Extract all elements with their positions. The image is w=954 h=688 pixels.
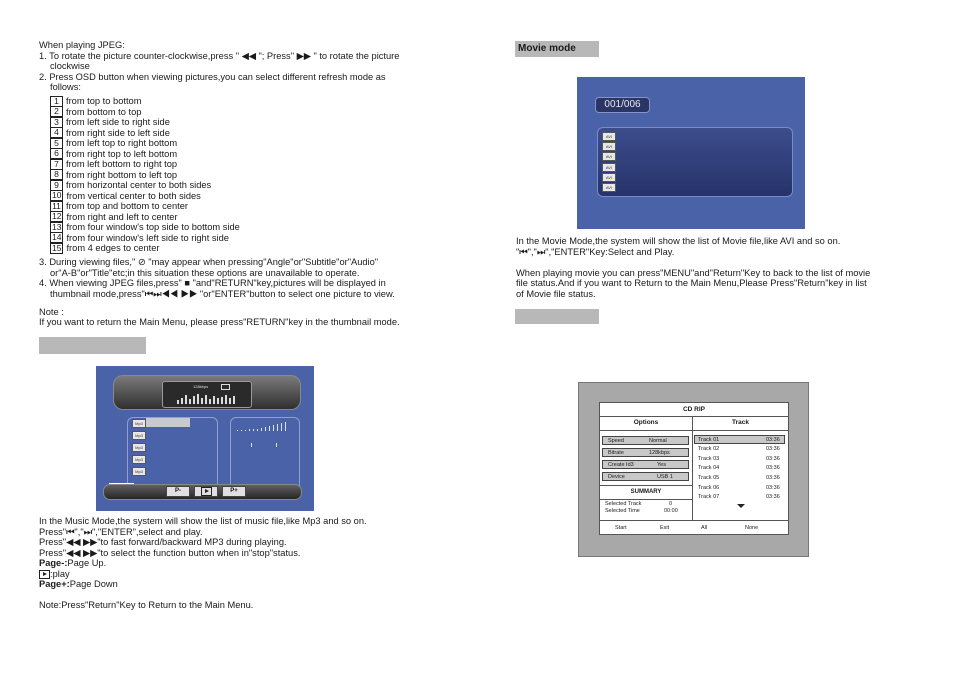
list-item: 13 from four window's top side to bottom side — [52, 221, 240, 232]
list-item: 15 from 4 edges to center — [52, 242, 160, 253]
movie-desc-4: file status.And if you want to Return to the Main Menu,Please Press"Return"key in list — [516, 278, 867, 288]
cd-rip-dialog — [599, 402, 789, 535]
track-row[interactable]: Track 04 03:36 — [698, 465, 780, 471]
none-button[interactable]: None — [745, 525, 759, 531]
jpeg-intro: When playing JPEG: — [39, 40, 125, 50]
note-label: Note : — [39, 307, 64, 317]
option-speed[interactable]: Speed Normal — [602, 436, 689, 445]
list-item: 5 from left top to right bottom — [50, 138, 240, 149]
osd-line-1: 2. Press OSD button when viewing pictures,you can select different refresh mode as — [39, 72, 386, 82]
rotate-line-1: 1. To rotate the picture counter-clockwise,press " ◀◀ "; Press" ▶▶ " to rotate the picture — [39, 51, 400, 61]
rotate-line-2: clockwise — [50, 61, 90, 71]
avi-icon[interactable]: AVI — [602, 142, 616, 151]
avi-icon[interactable]: AVI — [602, 132, 616, 141]
track-row[interactable]: Track 07 03:36 — [698, 494, 780, 500]
track-row[interactable]: Track 01 03:36 — [694, 435, 785, 444]
return-note: Note:Press"Return"Key to Return to the Main Menu. — [39, 600, 254, 610]
mp3-icon[interactable]: Mp3 — [132, 455, 146, 464]
options-header: Options — [600, 416, 693, 431]
page-up-line: Page-:Page Up. — [39, 558, 107, 568]
music-mode-screenshot — [96, 366, 314, 511]
option-device[interactable]: Device USB 1 — [602, 472, 689, 481]
all-button[interactable]: All — [701, 525, 708, 531]
list-item: 3 from left side to right side — [50, 117, 240, 128]
list-item: 7 from left bottom to right top — [50, 159, 240, 170]
equalizer-icon — [177, 392, 239, 404]
selected-time-label: Selected Time — [605, 508, 640, 514]
play-icon — [39, 570, 50, 579]
movie-desc-5: of Movie file status. — [516, 289, 596, 299]
list-item: 14 from four window's left side to right side — [52, 232, 229, 243]
avi-icon[interactable]: AVI — [602, 173, 616, 182]
volume-meter-icon — [237, 421, 293, 451]
movie-desc-1: In the Movie Mode,the system will show the list of Movie file,like AVI and so on. — [516, 236, 841, 246]
list-item: 1 from top to bottom — [50, 96, 240, 107]
track-row[interactable]: Track 05 03:36 — [698, 475, 780, 481]
music-file-list — [127, 417, 218, 492]
track-row[interactable]: Track 06 03:36 — [698, 485, 780, 491]
selected-row — [146, 418, 190, 427]
music-info-panel — [230, 417, 300, 492]
music-desc-1: In the Music Mode,the system will show the list of music file,like Mp3 and so on. — [39, 516, 367, 526]
column-divider — [692, 430, 693, 520]
avi-icon[interactable]: AVI — [602, 152, 616, 161]
list-item: 9 from horizontal center to both sides — [50, 180, 240, 191]
music-desc-3: Press"◀◀ ▶▶"to fast forward/backward MP3 during playing. — [39, 537, 287, 547]
movie-mode-heading: Movie mode — [515, 41, 599, 57]
music-display — [162, 381, 252, 408]
exit-button[interactable]: Exit — [660, 525, 670, 531]
para-3-line-1: 3. During viewing files," ⊘ "may appear when pressing"Angle"or"Subtitle"or"Audio" — [39, 257, 379, 267]
list-item: 12 from right and left to center — [52, 211, 178, 222]
list-item: 4 from right side to left side — [50, 128, 240, 139]
option-bitrate[interactable]: Bitrate 128kbps — [602, 448, 689, 457]
mp3-icon[interactable]: Mp3 — [132, 419, 146, 428]
mp3-icon[interactable]: Mp3 — [132, 443, 146, 452]
section-heading-bar — [515, 309, 599, 324]
note-text: If you want to return the Main Menu, please press"RETURN"key in the thumbnail mode. — [39, 317, 400, 327]
option-create-id3[interactable]: Create Id3 Yes — [602, 460, 689, 469]
refresh-mode-list — [50, 96, 240, 254]
mp3-icon[interactable]: Mp3 — [132, 431, 146, 440]
movie-mode-screenshot — [577, 77, 805, 229]
page-minus-button[interactable]: P- — [166, 486, 190, 497]
avi-icon[interactable]: AVI — [602, 183, 616, 192]
section-heading-bar — [39, 337, 146, 354]
cd-rip-screenshot — [578, 382, 809, 557]
bitrate-label: 128kbps — [193, 384, 209, 389]
list-item: 10 from vertical center to both sides — [52, 190, 201, 201]
avi-icon[interactable]: AVI — [602, 163, 616, 172]
cd-rip-title: CD RIP — [600, 403, 788, 417]
list-item: 2 from bottom to top — [50, 107, 240, 118]
play-icon — [221, 384, 230, 390]
para-4-line-2: thumbnail mode,press"⏮⏭◀◀ ▶▶ "or"ENTER"button to select one picture to view. — [50, 289, 395, 299]
track-row[interactable]: Track 03 03:36 — [698, 456, 780, 462]
music-top-panel — [113, 375, 301, 410]
music-desc-2: Press"⏮","⏭","ENTER",select and play. — [39, 527, 203, 537]
progress-bar — [109, 483, 134, 484]
music-desc-4: Press"◀◀ ▶▶"to select the function button when in"stop"status. — [39, 548, 301, 558]
movie-desc-2: "⏮","⏭","ENTER"Key:Select and Play. — [516, 247, 675, 257]
scroll-down-icon[interactable] — [737, 504, 745, 508]
page-down-line: Page+:Page Down — [39, 579, 118, 589]
play-button[interactable] — [194, 486, 218, 497]
track-header: Track — [693, 416, 788, 431]
list-item: 6 from right top to left bottom — [50, 149, 240, 160]
start-button[interactable]: Start — [615, 525, 627, 531]
summary-header: SUMMARY — [600, 485, 692, 500]
play-icon — [201, 487, 212, 496]
list-item: 8 from right bottom to left top — [50, 170, 240, 181]
list-item: 11 from top and bottom to center — [50, 201, 240, 212]
file-counter: 001/006 — [595, 97, 650, 113]
page-plus-button[interactable]: P+ — [222, 486, 246, 497]
mp3-icon[interactable]: Mp3 — [132, 467, 146, 476]
osd-line-2: follows: — [50, 82, 82, 92]
play-line: :play — [39, 569, 70, 580]
selected-track-value: 0 — [669, 501, 673, 507]
cd-rip-button-bar — [600, 520, 788, 535]
selected-track-label: Selected Track — [605, 501, 642, 507]
para-4-line-1: 4. When viewing JPEG files,press" ■ "and"RETURN"key,pictures will be displayed in — [39, 278, 386, 288]
para-3-line-2: or"A-B"or"Title"etc;in this situation these options are unavailable to operate. — [50, 268, 360, 278]
movie-desc-3: When playing movie you can press"MENU"and"Return"Key to back to the list of movie — [516, 268, 871, 278]
movie-file-list — [597, 127, 793, 197]
track-row[interactable]: Track 02 03:36 — [698, 446, 780, 452]
selected-time-value: 00:00 — [664, 508, 678, 514]
